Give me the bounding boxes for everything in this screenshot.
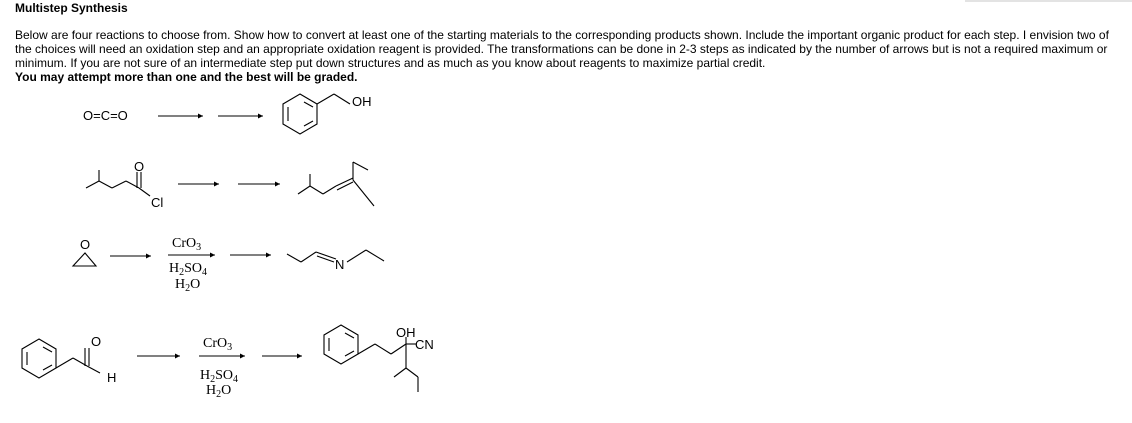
start-3-epoxide [73,237,96,266]
reagent-h2o: $H_2O$ [175,277,201,294]
instructions-emphasis: You may attempt more than one and the best will be graded. [15,70,358,84]
reaction-4-reagents [199,336,245,400]
reaction-2 [86,159,374,210]
epoxide-ring [73,253,96,266]
product-4-cyanohydrin [324,325,434,392]
reagent-h2so4: $H_2SO_4$ [169,261,208,278]
co2-formula: O=C=O [83,108,128,123]
reagent-cro3: CrO$_3$ [172,236,202,253]
reagent-cro3: CrO$_3$ [203,336,233,353]
start-2-acyl-chloride [86,159,163,210]
start-3-o-label: O [80,237,91,252]
instructions-body: Below are four reactions to choose from. Show how to convert at least one of the starting materials to the corresponding products shown. Include the important organic product for each step. I envision two of the choices will need an oxidation step and an appropriate oxidation reagent is provided. The transformations can be done in 2-3 steps as indicated by the number of arrows but is not a required maximum or minimum. If you are not sure of an intermediate step put down structures and as much as you know about reagents to maximize partial credit. [15,28,1109,70]
product-1-oh-label: OH [352,94,372,109]
product-4-cn-label: CN [415,337,434,352]
reagent-h2so4: $H_2SO_4$ [200,368,239,385]
reagent-h2o: $H_2O$ [206,383,232,400]
product-3-imine [287,250,384,272]
reaction-4 [22,325,434,400]
product-3-n-label: N [335,257,345,272]
reaction-1 [83,94,372,134]
start-4-aldehyde [22,334,116,385]
page-title: Multistep Synthesis [15,1,128,15]
start-4-o-label: O [91,334,102,349]
reaction-3 [73,236,384,294]
start-2-o-label: O [134,159,145,174]
start-2-cl-label: Cl [151,195,164,210]
product-4-oh-label: OH [396,325,416,340]
start-4-h-label: H [107,370,117,385]
product-2-alkene [298,162,374,206]
product-1-benzyl-alcohol [283,94,372,134]
reaction-3-reagents [168,236,215,294]
